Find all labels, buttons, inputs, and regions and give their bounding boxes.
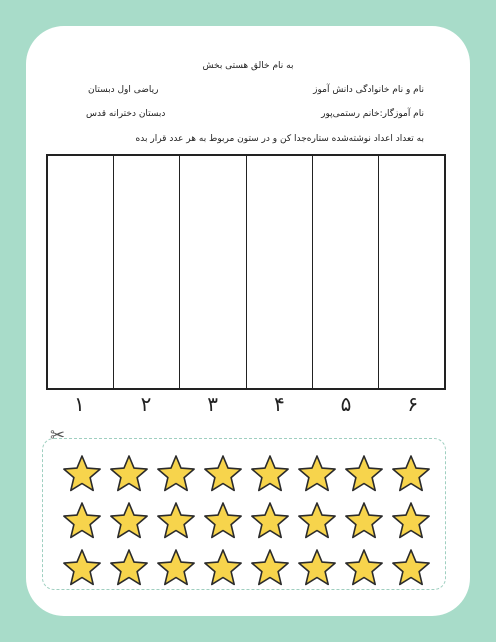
scissors-icon: ✂ [50,425,66,446]
star-icon[interactable] [293,450,340,497]
star-icon[interactable] [58,544,105,591]
column-number: ۶ [407,392,419,416]
star-icon[interactable] [387,450,434,497]
star-icon[interactable] [105,450,152,497]
column-2[interactable] [114,156,180,388]
column-number: ۳ [207,392,219,416]
column-number: ۱ [73,392,85,416]
star-icon[interactable] [387,497,434,544]
worksheet-page [26,26,470,616]
star-icon[interactable] [199,450,246,497]
star-icon[interactable] [246,497,293,544]
star-icon[interactable] [199,497,246,544]
star-icon[interactable] [293,544,340,591]
star-icon[interactable] [152,544,199,591]
star-icon[interactable] [246,544,293,591]
column-number: ۵ [340,392,352,416]
star-icon[interactable] [387,544,434,591]
school-label: دبستان دخترانه قدس [86,109,166,119]
star-icon[interactable] [340,450,387,497]
subject-label: ریاضی اول دبستان [88,85,159,95]
star-icon[interactable] [246,450,293,497]
star-icon[interactable] [58,450,105,497]
star-icon[interactable] [105,544,152,591]
column-4[interactable] [247,156,313,388]
teacher-label: نام آموزگار:خانم رستمی‌پور [321,109,424,119]
column-number: ۲ [140,392,152,416]
column-5[interactable] [313,156,379,388]
column-3[interactable] [180,156,246,388]
stars-grid [58,450,434,580]
column-numbers [46,392,446,416]
star-icon[interactable] [340,497,387,544]
worksheet-title: به نام خالق هستی بخش [202,61,294,71]
star-columns-grid [46,154,446,390]
star-icon[interactable] [58,497,105,544]
star-icon[interactable] [105,497,152,544]
column-1[interactable] [48,156,114,388]
instruction-text: به تعداد اعداد نوشته‌شده ستاره‌جدا کن و در ستون مربوط به هر عدد قرار بده [135,134,424,144]
star-icon[interactable] [152,450,199,497]
star-icon[interactable] [340,544,387,591]
star-icon[interactable] [152,497,199,544]
student-name-label: نام و نام خانوادگی دانش آموز [313,85,424,95]
star-icon[interactable] [293,497,340,544]
column-6[interactable] [379,156,444,388]
column-number: ۴ [273,392,285,416]
star-icon[interactable] [199,544,246,591]
